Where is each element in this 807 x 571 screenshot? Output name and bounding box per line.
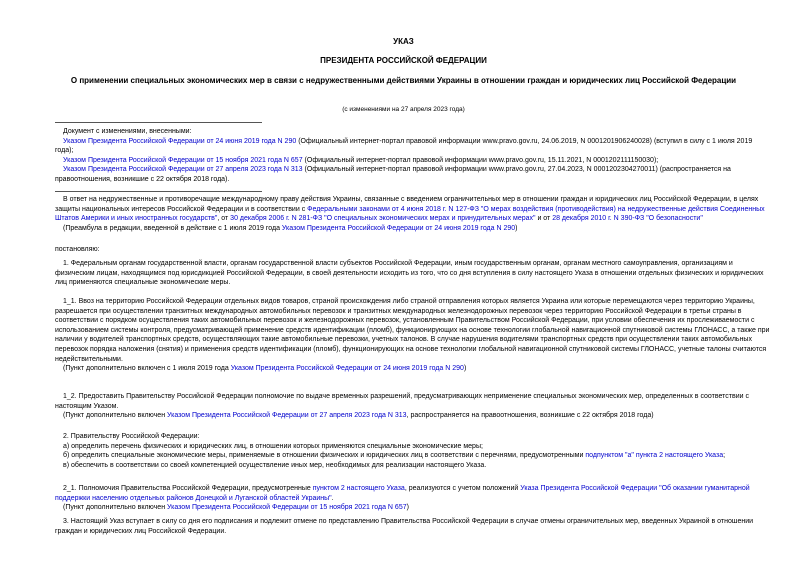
subparagraph-b: б) определить специальные экономические меры, применяемые в отношении физических и юридических лиц в соответствии с перечнями, предусмотренными подпунктом "а" пункта 2 настоящего Указа; bbox=[63, 452, 726, 460]
paragraph-1: 1. Федеральным органам государственной власти, органам государственной власти субъектов Российской Федерации, иным государственным органам, органам местного самоуправления, организациям и физическим лицам, находящимся под юрисдикцией Российской Федерации, в своей деятельности исходить из того, что со дня вступления в силу настоящего Указа в отношении отдельных физических и юридических лиц применяются специальные экономические меры. bbox=[55, 260, 764, 287]
amendment-link[interactable]: Указом Президента Российской Федерации от 24 июня 2019 года N 290 bbox=[230, 365, 464, 373]
paragraph-note: (Пункт дополнительно включен Указом Президента Российской Федерации от 15 ноября 2021 года N 657) bbox=[63, 504, 409, 512]
paragraph-2: 2. Правительству Российской Федерации: а) определить перечень физических и юридических лиц, в отношении которых применяются специальные экономические меры; б) определить специальные экономические меры, применяемые в отношении физических и юридических лиц в соответствии с перечнями, предусмотренными подпунктом "а" пункта 2 настоящего Указа; в) обеспечить в соответствии со своей компетенцией осуществление иных мер, необходимых для реализации настоящего Указа. bbox=[55, 432, 771, 470]
subparagraph-v: в) обеспечить в соответствии со своей компетенцией осуществление иных мер, необходимых для реализации настоящего Указа. bbox=[63, 461, 487, 469]
internal-ref-link[interactable]: подпунктом "а" пункта 2 настоящего Указа bbox=[585, 452, 724, 460]
paragraph-note: (Пункт дополнительно включен Указом Президента Российской Федерации от 27 апреля 2023 года N 313, распространяется на правоотношения, возникшие с 22 октября 2018 года) bbox=[63, 412, 654, 420]
change-link[interactable]: Указом Президента Российской Федерации от 15 ноября 2021 года N 657 bbox=[63, 156, 303, 164]
amendment-link[interactable]: Указом Президента Российской Федерации от 24 июня 2019 года N 290 bbox=[281, 224, 516, 232]
amendment-link[interactable]: Указом Президента Российской Федерации от 15 ноября 2021 года N 657 bbox=[167, 504, 407, 512]
paragraph-2-1: 2_1. Полномочия Правительства Российской Федерации, предусмотренные пунктом 2 настоящего Указа, реализуются с учетом положений Указа Президента Российской Федерации "Об оказании гуманитарной поддержки населению отдельных районов Донецкой и Луганской областей Украины". (Пункт дополнительно включен Указом Президента Российской Федерации от 15 ноября 2021 года N 657) bbox=[55, 484, 771, 513]
changes-intro: Документ с изменениями, внесенными: bbox=[63, 128, 192, 135]
paragraph-1-1: 1_1. Ввоз на территорию Российской Федерации отдельных видов товаров, страной происхождения либо страной отправления которых является Украина или которые перемещаются через территорию Украины, разрешается при осуществлении транзитных международных автомобильных перевозок и транзитных международных железнодорожных перевозок через территорию Российской Федерации в третьи страны в соответствии с порядком осуществления таких автомобильных перевозок и железнодорожных перевозок, установленным Правительством Российской Федерации, при условии обеспечения их прослеживаемости с использованием системы контроля, предусматривающей применение средств идентификации (пломб), функционирующих на основе технологии глобальной навигационной спутниковой системы ГЛОНАСС, а также при наличии у водителей транспортных средств, осуществляющих такие автомобильные перевозки, учетных талонов. В случае нарушения водителями транспортных средств при осуществлении таких автомобильных перевозок порядка наложения (снятия) и применения средств идентификации (пломб), функционирующих на основе технологии глобальной навигационной спутниковой системы ГЛОНАСС, учетные талоны считаются недействительными. (Пункт дополнительно включен с 1 июля 2019 года Указом Президента Российской Федерации от 24 июня 2019 года N 290) bbox=[55, 298, 770, 373]
internal-ref-link[interactable]: пунктом 2 настоящего Указа bbox=[312, 485, 405, 492]
change-link[interactable]: Указом Президента Российской Федерации от 27 апреля 2023 года N 313 bbox=[63, 166, 303, 174]
law-link[interactable]: Федеральными законами от 4 июня 2018 г. N 127-ФЗ "О мерах воздействия (противодействия) на недружественные действия Соединенных Штатов Америки и иных иностранных государств" bbox=[55, 205, 765, 223]
paragraph-1-2: 1_2. Предоставить Правительству Российской Федерации полномочие по выдаче временных разрешений, предусматривающих неприменение специальных экономических мер, определенных в соответствии с настоящим Указом. (Пункт дополнительно включен Указом Президента Российской Федерации от 27 апреля 2023 года N 313, распространяется на правоотношения, возникшие с 22 октября 2018 года) bbox=[55, 392, 771, 421]
issuer-title: ПРЕЗИДЕНТА РОССИЙСКОЙ ФЕДЕРАЦИИ bbox=[320, 56, 487, 65]
subparagraph-a: а) определить перечень физических и юридических лиц, в отношении которых применяются специальные экономические меры; bbox=[63, 442, 483, 450]
divider-top bbox=[55, 122, 262, 123]
law-link[interactable]: 30 декабря 2006 г. N 281-ФЗ "О специальных экономических мерах и принудительных мерах" bbox=[230, 215, 536, 223]
divider-bottom bbox=[55, 191, 262, 192]
preamble-block bbox=[55, 195, 771, 233]
revision-note: (с изменениями на 27 апреля 2023 года) bbox=[342, 106, 465, 113]
doc-type-title: УКАЗ bbox=[393, 37, 414, 46]
amendment-link[interactable]: Указом Президента Российской Федерации от 27 апреля 2023 года N 313 bbox=[167, 412, 407, 420]
change-item: Указом Президента Российской Федерации от 24 июня 2019 года N 290 (Официальный интернет-портал правовой информации www.pravo.gov.ru, 24.06.2019, N 0001201906240028) (вступил в силу с 1 июля 2019 года); bbox=[55, 137, 753, 155]
preamble-note: (Преамбула в редакции, введенной в действие с 1 июля 2019 года Указом Президента Российской Федерации от 24 июня 2019 года N 290) bbox=[63, 224, 518, 232]
paragraph-3: 3. Настоящий Указ вступает в силу со дня его подписания и подлежит отмене по представлению Правительства Российской Федерации в случае отмены ограничительных мер, введенных Украиной в отношении граждан и юридических лиц Российской Федерации. bbox=[55, 518, 754, 535]
changes-block bbox=[55, 127, 771, 185]
law-link[interactable]: 28 декабря 2010 г. N 390-ФЗ "О безопасности" bbox=[552, 215, 703, 223]
document-title: О применении специальных экономических мер в связи с недружественными действиями Украины в отношении граждан и юридических лиц Российской Федерации bbox=[70, 76, 737, 85]
change-link[interactable]: Указом Президента Российской Федерации от 24 июня 2019 года N 290 bbox=[63, 137, 297, 145]
paragraph-note: (Пункт дополнительно включен с 1 июля 2019 года Указом Президента Российской Федерации от 24 июня 2019 года N 290) bbox=[63, 365, 467, 373]
preamble-text: В ответ на недружественные и противоречащие международному праву действия Украины, связанные с введением ограничительных мер в отношении граждан и юридических лиц Российской Федерации, в целях защиты национальных интересов Российской Федерации и в соответствии с Федеральными законами от 4 июня 2018 г. N 127-ФЗ "О мерах воздействия (противодействия) на недружественные действия Соединенных Штатов Америки и иных иностранных государств", от 30 декабря 2006 г. N 281-ФЗ "О специальных экономических мерах и принудительных мерах" и от 28 декабря 2010 г. N 390-ФЗ "О безопасности" bbox=[55, 196, 765, 223]
decree-word: постановляю: bbox=[55, 246, 100, 253]
decree-link[interactable]: Указа Президента Российской Федерации "Об оказании гуманитарной поддержки населению отдельных районов Донецкой и Луганской областей Украины" bbox=[55, 485, 750, 502]
change-item: Указом Президента Российской Федерации от 27 апреля 2023 года N 313 (Официальный интернет-портал правовой информации www.pravo.gov.ru, 27.04.2023, N 0001202304270011) (распространяется на правоотношения, возникшие с 22 октября 2018 года). bbox=[55, 166, 731, 183]
change-item: Указом Президента Российской Федерации от 15 ноября 2021 года N 657 (Официальный интернет-портал правовой информации www.pravo.gov.ru, 15.11.2021, N 0001202111150030); bbox=[63, 156, 659, 164]
